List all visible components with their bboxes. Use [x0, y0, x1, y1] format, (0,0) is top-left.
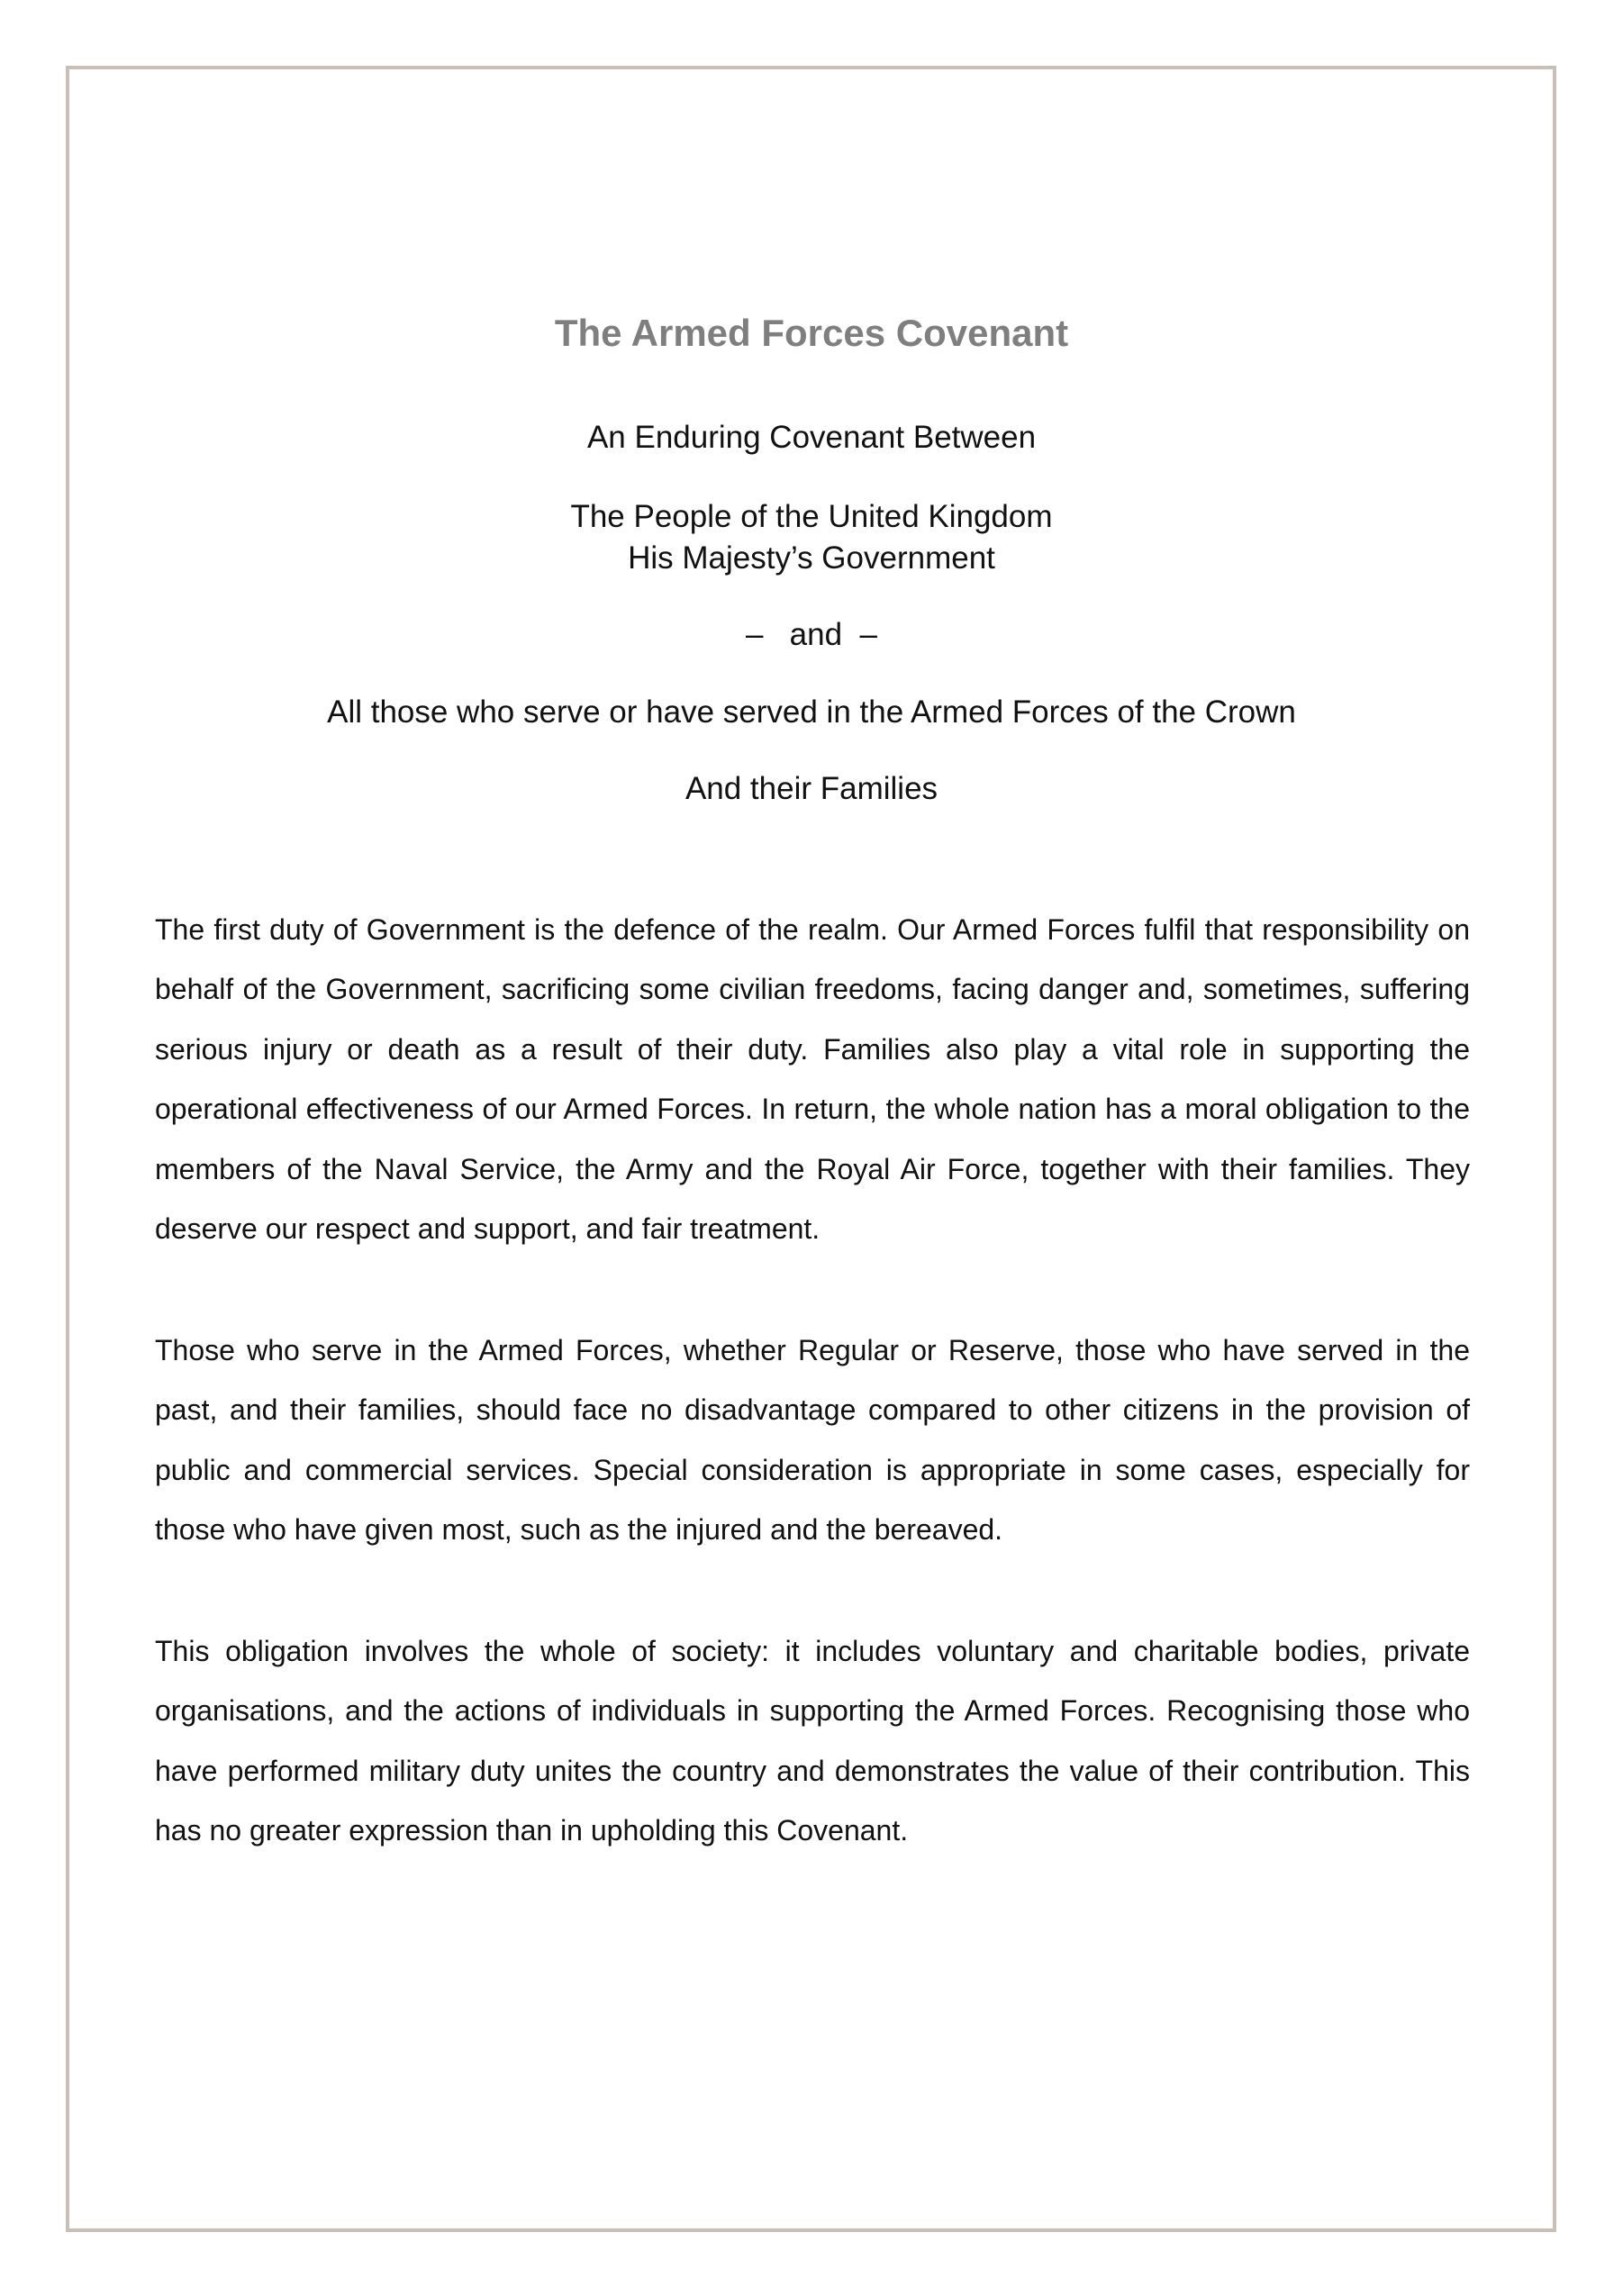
paragraph-whole-society: This obligation involves the whole of society: it includes voluntary and charitable bodies, private organisations, and the actions of individuals in supporting the Armed Forces. Recognising those who have performed military duty unites the country and demonstrates the value of their contribution. This has no greater expression than in upholding this Covenant. [155, 1635, 1470, 1847]
paragraph-no-disadvantage: Those who serve in the Armed Forces, whether Regular or Reserve, those who have served in the past, and their families, should face no disadvantage compared to other citizens in the provision of public and commercial services. Special consideration is appropriate in some cases, especially for those who have given most, such as the injured and the bereaved. [155, 1334, 1470, 1547]
paragraph-first-duty: The first duty of Government is the defence of the realm. Our Armed Forces fulfil that responsibility on behalf of the Government, sacrificing some civilian freedoms, facing danger and, sometimes, suffering serious injury or death as a result of their duty. Families also play a vital role in supporting the operational effectiveness of our Armed Forces. In return, the whole nation has a moral obligation to the members of the Naval Service, the Army and the Royal Air Force, together with their families. They deserve our respect and support, and fair treatment. [155, 913, 1470, 1246]
party-armed-forces: All those who serve or have served in the Armed Forces of the Crown [327, 694, 1296, 730]
document-title: The Armed Forces Covenant [554, 312, 1069, 354]
covenant-subtitle: An Enduring Covenant Between [586, 420, 1037, 455]
party-people-of-uk: The People of the United Kingdom [570, 499, 1053, 534]
and-separator: – and – [746, 617, 877, 652]
party-government: His Majesty’s Government [628, 540, 995, 576]
party-families: And their Families [685, 771, 938, 806]
